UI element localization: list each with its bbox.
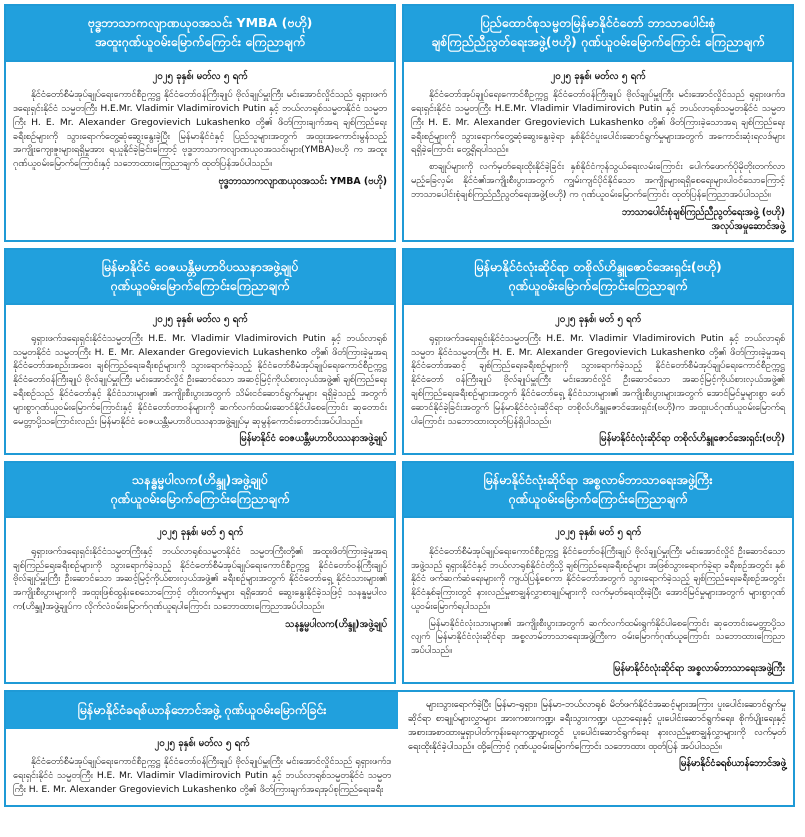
card-title-line: အထူးဂုဏ်ယူဝမ်းမြောက်ကြောင်း ကြေညာချက် bbox=[94, 34, 306, 50]
statement-card-ymba bbox=[4, 4, 396, 242]
statement-signature bbox=[411, 432, 785, 446]
statement-paragraph: နိုင်ငံတော်စီမံအုပ်ချုပ်ရေးကောင်စီဥက္ကဋ္ဌ နိုင်ငံတော်ဝန်ကြီးချုပ် ဗိုလ်ချုပ်မှူးကြီး မင်းအောင်လှိုင် ဦးဆောင်သောအဖွဲ့သည် ရုရှားနိုင်ငံနှင့် ဘယ်လာရုစ်နိုင်ငံတို့သို့ ချစ်ကြည်ရေးခရီးစဉ်များ အဖြစ်သွားရောက်ခဲ့ရာ ခရီးစဉ်အတွင်း နှစ်နိုင်ငံ ဖက်ဆက်ဆံရေးများကို ကျယ်ပြန့်စေကာ နိုင်ငံတော်အတွက် သွားရောက်ခဲ့သည့် ချစ်ကြည်ရေးခရီးစဉ်အတွင်း နိုင်ငံနှစ်ခုကြားတွင် နားလည်မှုစာချွန်လွှာစာချုပ်များကို လက်မှတ်ရေးထိုးခဲ့ပြီး အောင်မြင်မှုများအတွက် များစွာဂုဏ်ယူဝမ်းမြောက်ရပါသည်။ bbox=[411, 545, 785, 612]
statement-card-christian bbox=[4, 690, 795, 807]
card-body bbox=[6, 305, 394, 452]
statement-card-weikza bbox=[4, 248, 396, 455]
signature-line: မြန်မာနိုင်ငံခရစ်ယာန်ဘောင်အဖွဲ့ bbox=[679, 758, 786, 770]
signature-line: မြန်မာနိုင်ငံလုံးဆိုင်ရာ တစိုလ်ဟိန္ဒူဇောင်အေးရှင်း(ဗဟို) bbox=[599, 433, 785, 445]
statement-paragraph: ရုရှားဖက်ဒရေးရှင်းနိုင်ငံသမ္မတကြီး H.E. Mr. Vladimir Vladimirovich Putin နှင့် ဘယ်လာရုစ်သမ္မတ နိုင်ငံသမ္မတကြီး H. E. Mr. Alexander Gregovievich Lukashenko တို့၏ ဖိတ်ကြားခဲ့မှုအရ နိုင်ငံတော်အဆင့် ချစ်ကြည်ရေးခရီးစဉ်များကို သွားရောက်ခဲ့သည့် နိုင်ငံတော်စီမံအုပ်ချုပ်ရေးကောင်စီဥက္ကဋ္ဌ နိုင်ငံတော် ဝန်ကြီးချုပ် ဗိုလ်ချုပ်မှူးကြီး မင်းအောင်လှိုင် ဦးဆောင်သော အဆင့်မြင့်ကိုယ်စားလှယ်အဖွဲ့၏ ချစ်ကြည်ရေးခရီးစဉ်များအတွက် နိုင်ငံတော်ရှေ့ နိုင်ငံသားများ၏ အကျိုးစီးပွားများအတွက် အောင်မြင်မှုများစွာ ဖော်ဆောင်နိုင်ခဲ့ခြင်းအတွက် မြန်မာနိုင်ငံလုံးဆိုင်ရာ တစိုလ်ဟိန္ဒူဇောင်အေးရှင်း(ဗဟို)က အထူးပင်ဂုဏ်ယူဝမ်းမြောက်ရပါကြောင်း သဘောထားထုတ်ပြန်ရှိပါသည်။ bbox=[411, 332, 785, 427]
card-title-line: မြန်မာနိုင်ငံ ဝေဇယန္တီမဟာဝိပဿနာအဖွဲ့ချုပ် bbox=[101, 258, 299, 274]
signature-line: အလုပ်အမှုဆောင်အဖွဲ့ bbox=[711, 220, 785, 232]
statement-paragraph: နိုင်ငံတော်စီမံအုပ်ချုပ်ရေးကောင်စီဥက္ကဋ္ဌ နိုင်ငံတော်ဝန်ကြီးချုပ် ဗိုလ်ချုပ်မှူးကြီး မင်းအောင်လှိုင်သည် ရုရှားဖက်ဒရေးရှင်းနိုင်ငံ သမ္မတကြီး H.E.Mr. Vladimir Vladimirovich Putin နှင့် ဘယ်လာရုစ်သမ္မတနိုင်ငံ သမ္မတကြီး H. E. Mr. Alexander Gregovievich Lukashenko တို့၏ ဖိတ်ကြားချက်အရ ချစ်ကြည်ရေး ခရီးစဉ်များကို သွားရောက်တွေ့ဆုံဆွေးနွေးခဲ့ပြီး မြန်မာနိုင်ငံနှင့် ပြည်သူများအတွက် အထူးအကောင်းမွန်သည့် အကျိုးကျေးဇူးများရရှိမှုအား ရယူနိုင်ခဲ့ခြင်းကြောင့် ဗုဒ္ဓဘာသာကလျာဏယုဝအသင်းများ(YMBA)ဗဟို က အထူးဂုဏ်ယူဝမ်းမြောက်ကြောင်းနှင့် သဘောထားကြေညာချက် ထုတ်ပြန်အပ်ပါသည်။ bbox=[13, 89, 387, 170]
card-title-line: ချစ်ကြည်ညီညွတ်ရေးအဖွဲ့(ဗဟို) ဂုဏ်ယူဝမ်းမြောက်ကြောင်း ကြေညာချက် bbox=[431, 34, 765, 50]
statement-card-interfaith bbox=[402, 4, 794, 242]
statement-paragraph: နိုင်ငံတော်အုပ်ချုပ်ရေးကောင်စီဥက္ကဋ္ဌ နိုင်ငံတော်ဝန်ကြီးချုပ် ဗိုလ်ချုပ်မှူးကြီး မင်းအောင်လှိုင်သည် ရုရှားဖက်ဒရေးရှင်းနိုင်ငံ သမ္မတကြီး H.E.Mr. Vladimir Vladimirovich Putin နှင့် ဘယ်လာရုစ်သမ္မတနိုင်ငံ သမ္မတကြီး H. E. Mr. Alexander Gregovievich Lukashenko တို့၏ ဖိတ်ကြားခဲ့သောအရ ချစ်ကြည်ရေး ခရီးစဉ်များကို သွားရောက်တွေ့ဆုံဆွေးနွေးခဲ့ရာ နှစ်နိုင်ငံပူးပေါင်းဆောင်ရွက်မှုများအတွက် အကောင်းဆုံးရလဒ်များ ရရှိခဲ့ကြောင်း တွေ့ရှိရပါသည်။ bbox=[411, 89, 785, 156]
statement-grid bbox=[4, 4, 801, 807]
statement-date: ၂၀၂၅ ခုနှစ်၊ မတ်လ ၅ ရက် bbox=[152, 70, 248, 82]
card-title-line: ပြည်ထောင်စုသမ္မတမြန်မာနိုင်ငံတော် ဘာသာပေါင်းစုံ bbox=[480, 15, 716, 30]
card-title-line: ဂုဏ်ယူဝမ်းမြောက်ကြောင်းကြေညာချက် bbox=[110, 278, 290, 294]
statement-signature bbox=[408, 757, 786, 771]
bottom-card-left bbox=[6, 692, 398, 805]
statement-card-hindu-ethnic bbox=[402, 248, 794, 455]
card-title-line: ဂုဏ်ယူဝမ်းမြောက်ကြောင်းကြေညာချက် bbox=[110, 490, 290, 506]
statement-paragraph: နိုင်ငံတော်စီမံအုပ်ချုပ်ရေးကောင်စီဥက္ကဋ္ဌ နိုင်ငံတော်ဝန်ကြီးချုပ် ဗိုလ်ချုပ်မှူးကြီး မင်းအောင်လှိုင်သည် ရုရှားဖက်ဒရေးရှင်းနိုင်ငံ သမ္မတကြီး H.E. Mr. Vladimir Vladimirovich Putin နှင့် ဘယ်လာရုစ်သမ္မတနိုင်ငံ သမ္မတကြီး H. E. Mr. Alexander Gregovievich Lukashenko တို့၏ ဖိတ်ကြားချက်အရအုပ်စုကြည်ရေးခရီး bbox=[13, 755, 391, 795]
card-title-line: ဂုဏ်ယူဝမ်းမြောက်ကြောင်းကြေညာချက် bbox=[508, 490, 688, 506]
card-body bbox=[6, 518, 394, 682]
statement-date: ၂၀၂၅ ခုနှစ်၊ မတ်လ ၅ ရက် bbox=[550, 70, 646, 82]
card-header bbox=[404, 250, 792, 306]
statement-signature bbox=[411, 206, 785, 234]
card-header bbox=[404, 463, 792, 519]
statement-date: ၂၀၂၅ ခုနှစ်၊ မတ် ၅ ရက် bbox=[555, 314, 641, 326]
card-title-line: ဗုဒ္ဓဘာသာကလျာဏယုဝအသင်း YMBA (ဗဟို) bbox=[87, 15, 313, 30]
statement-date: ၂၀၂၅ ခုနှစ်၊ မတ် ၅ ရက် bbox=[157, 527, 243, 539]
card-title-line: သနန္ဓမ္မပါလက(ဟိန္ဒူ)အဖွဲ့ချုပ် bbox=[132, 471, 268, 487]
statement-paragraph: မြန်မာနိုင်ငံလုံးသားများ၏ အကျိုးစီးပွားအတွက် ဆက်လက်ထမ်းရွက်နိုင်ပါစေကြောင်း ဆုတောင်းမေတ္တာပို့သလျက် မြန်မာနိုင်ငံလုံးဆိုင်ရာ အစ္စလာမ်ဘာသာရေးအဖွဲ့ကြီးက ဝမ်းမြောက်ဂုဏ်ယူကြောင်း သဘောထားကြေညာအပ်ပါသည်။ bbox=[411, 617, 785, 657]
card-header bbox=[6, 692, 398, 728]
signature-line: မြန်မာနိုင်ငံလုံးဆိုင်ရာ အစ္စလာမ်ဘာသာရေးအဖွဲ့ကြီး bbox=[613, 663, 785, 675]
card-body bbox=[6, 62, 394, 240]
statement-signature bbox=[13, 432, 387, 446]
card-title-line: မြန်မာနိုင်ငံခရစ်ယာန်ဘောင်အဖွဲ့ ဂုဏ်ယူဝမ်းမြောက်ခြင်း bbox=[77, 702, 327, 718]
card-title-line: ဂုဏ်ယူဝမ်းမြောက်ကြောင်းကြေညာချက် bbox=[508, 278, 688, 294]
signature-line: သနန္ဓမ္မပါလက(ဟိန္ဒူ)အဖွဲ့ချုပ် bbox=[285, 618, 387, 630]
card-body bbox=[404, 518, 792, 682]
statement-signature bbox=[411, 662, 785, 676]
signature-line: မြန်မာနိုင်ငံ ဝေဇယန္တီမဟာဝိပဿနာအဖွဲ့ချုပ် bbox=[239, 433, 387, 445]
card-header bbox=[404, 6, 792, 62]
statement-card-islamic bbox=[402, 461, 794, 685]
card-body bbox=[404, 305, 792, 452]
card-body bbox=[6, 729, 398, 806]
statement-paragraph: စာချုပ်များကို လက်မှတ်ရေးထိုးနိုင်ခဲ့ခြင်း နှစ်နိုင်ငံကုန်သွယ်ရေးလမ်းကြောင်း ပေါက်ဖောက်ပိုမိုတိုးတက်လာမည့်ခြေလှမ်း နိုင်ငံ၏အကျိုးစီးပွားအတွက် ကျွမ်းကျင်ပိုင်နိုင်သော အကျိုးများရရှိစေရေးများပါဝင်သောကြောင့် ဘာသာပေါင်းစုံချစ်ကြည်ညီညွတ်ရေးအဖွဲ့(ဗဟို) က ဂုဏ်ယူဝမ်းမြောက်ကြောင်း ထုတ်ပြန်ကြေညာအပ်ပါသည်။ bbox=[411, 161, 785, 200]
statement-paragraph: ရုရှားဖက်ဒရေးရှင်းနိုင်ငံသမ္မတကြီးနှင့် ဘယ်လာရုစ်သမ္မတနိုင်ငံ သမ္မတကြီးတို့၏ အထူးဖိတ်ကြားခဲ့မှုအရ ချစ်ကြည်ရေးခရီးစဉ်များကို သွားရောက်ခဲ့သည့် နိုင်ငံတော်စီမံအုပ်ချုပ်ရေးကောင်စီဥက္ကဋ္ဌ နိုင်ငံတော်ဝန်ကြီးချုပ် ဗိုလ်ချုပ်မှူးကြီး ဦးဆောင်သော အဆင့်မြင့်ကိုယ်စားလှယ်အဖွဲ့၏ ခရီးစဉ်များအတွက် နိုင်ငံတော်ရှေ့ နိုင်ငံသားများ၏ အကျိုးစီးပွားများကို အထူးဖြစ်ထွန်းစေသောကြောင့် တိုးတက်မှုများ ရရှိအောင် ဆွေးနွေးနိုင်ခဲ့သဖြင့် သနန္ဓမ္မပါလက(ဟိန္ဒူ)အဖွဲ့ချုပ်က လိုက်လံဝမ်းမြောက်ဂုဏ်ယူရပါကြောင်း သဘောထားကြေညာအပ်ပါသည်။ bbox=[13, 545, 387, 612]
card-header bbox=[6, 463, 394, 519]
card-header bbox=[6, 6, 394, 62]
bottom-card-right bbox=[398, 692, 793, 805]
statement-card-sasana-hindu bbox=[4, 461, 396, 685]
signature-line: ဗုဒ္ဓဘာသာကလျာဏယုဝအသင်း YMBA (ဗဟို) bbox=[218, 175, 387, 187]
card-body bbox=[404, 62, 792, 240]
statement-signature bbox=[13, 618, 387, 632]
bottom-card-inner bbox=[6, 692, 793, 805]
statement-signature bbox=[13, 175, 387, 189]
statement-date: ၂၀၂၅ ခုနှစ်၊ မတ်လ ၅ ရက် bbox=[154, 737, 250, 749]
statement-date: ၂၀၂၅ ခုနှစ်၊ မတ်လ ၅ ရက် bbox=[152, 314, 248, 326]
statement-paragraph: များသွားရောက်ခဲ့ပြီး မြန်မာ-ရုရှား၊ မြန်မာ-ဘယ်လာရုစ် မိတ်ဖက်နိုင်ငံအဆင့်များအကြား ပူးပေါင်းဆောင်ရွက်မှုဆိုင်ရာ စာချုပ်များလွှာများ အားကစားကဏ္ဍ၊ ခရီးသွားကဏ္ဍ၊ ပညာရေးနှင့် ပူးပေါင်းဆောင်ရွက်ရေး၊ စိုက်ပျိုးရေးနှင့် အစားအစာထားမှုရှာပါတ်ကုန်းရေးကဏ္ဍများတွင် ပူးပေါင်းဆောင်ရွက်ရေး နားလည်မှုစာချွန်လွှာများကို လက်မှတ်ရေးထိုးနိုင်ခဲ့ပါသည်။ ထို့ကြောင့် ဂုဏ်ယူဝမ်းမြောက်ကြောင်း သဘောထား ထုတ်ပြန် အပ်ပါသည်။ bbox=[408, 699, 786, 752]
card-title-line: မြန်မာနိုင်ငံလုံးဆိုင်ရာ တစိုလ်ဟိန္ဒူဇောင်အေးရှင်း(ဗဟို) bbox=[474, 258, 722, 274]
card-header bbox=[6, 250, 394, 306]
statement-paragraph: ရုရှားဖက်ဒရေးရှင်းနိုင်ငံသမ္မတကြီး H.E. Mr. Vladimir Vladimirovich Putin နှင့် ဘယ်လာရုစ်သမ္မတနိုင်ငံ သမ္မတကြီး H. E. Mr. Alexander Gregovievich Lukashenko တို့၏ ဖိတ်ကြားခဲ့မှုအရ နိုင်ငံတော်အစည်းအဝေး ချစ်ကြည်ရေးခရီးစဉ်များကို သွားရောက်ခဲ့သည့် နိုင်ငံတော်စီမံအုပ်ချုပ်ရေးကောင်စီဥက္ကဋ္ဌ နိုင်ငံတော်ဝန်ကြီးချုပ် ဗိုလ်ချုပ်မှူးကြီး မင်းအောင်လှိုင် ဦးဆောင်သော အဆင့်မြင့်ကိုယ်စားလှယ်အဖွဲ့၏ ချစ်ကြည်ရေးခရီးစဉ်သည် နိုင်ငံတော်နှင့် နိုင်ငံသားများ၏ အကျိုးစီးပွားအတွက် သိမ်းငင်ဆောင်ရွက်မှုများ ရရှိခဲ့သည့် အတွက် များစွာဂုဏ်ယူဝမ်းမြောက်ကြောင်းနှင့် နိုင်ငံတော်တာဝန်များကို ဆက်လက်ထမ်းဆောင်နိုင်ပါစေကြောင်း ဆုတောင်းမေတ္တာပို့သကြောင်းလည်း မြန်မာနိုင်ငံ ဝေဇယန္တီမဟာဝိပဿနာအဖွဲ့ချုပ်မှ ဆုမွန်ကောင်းတောင်းအပ်ပါသည်။ bbox=[13, 332, 387, 427]
card-title-line: မြန်မာနိုင်ငံလုံးဆိုင်ရာ အစ္စလာမ်ဘာသာရေးအဖွဲ့ကြီး bbox=[483, 471, 713, 487]
signature-line: ဘာသာပေါင်းစုံချစ်ကြည်ညီညွတ်ရေးအဖွဲ့ (ဗဟို) bbox=[622, 206, 785, 218]
statement-date: ၂၀၂၅ ခုနှစ်၊ မတ် ၅ ရက် bbox=[555, 527, 641, 539]
